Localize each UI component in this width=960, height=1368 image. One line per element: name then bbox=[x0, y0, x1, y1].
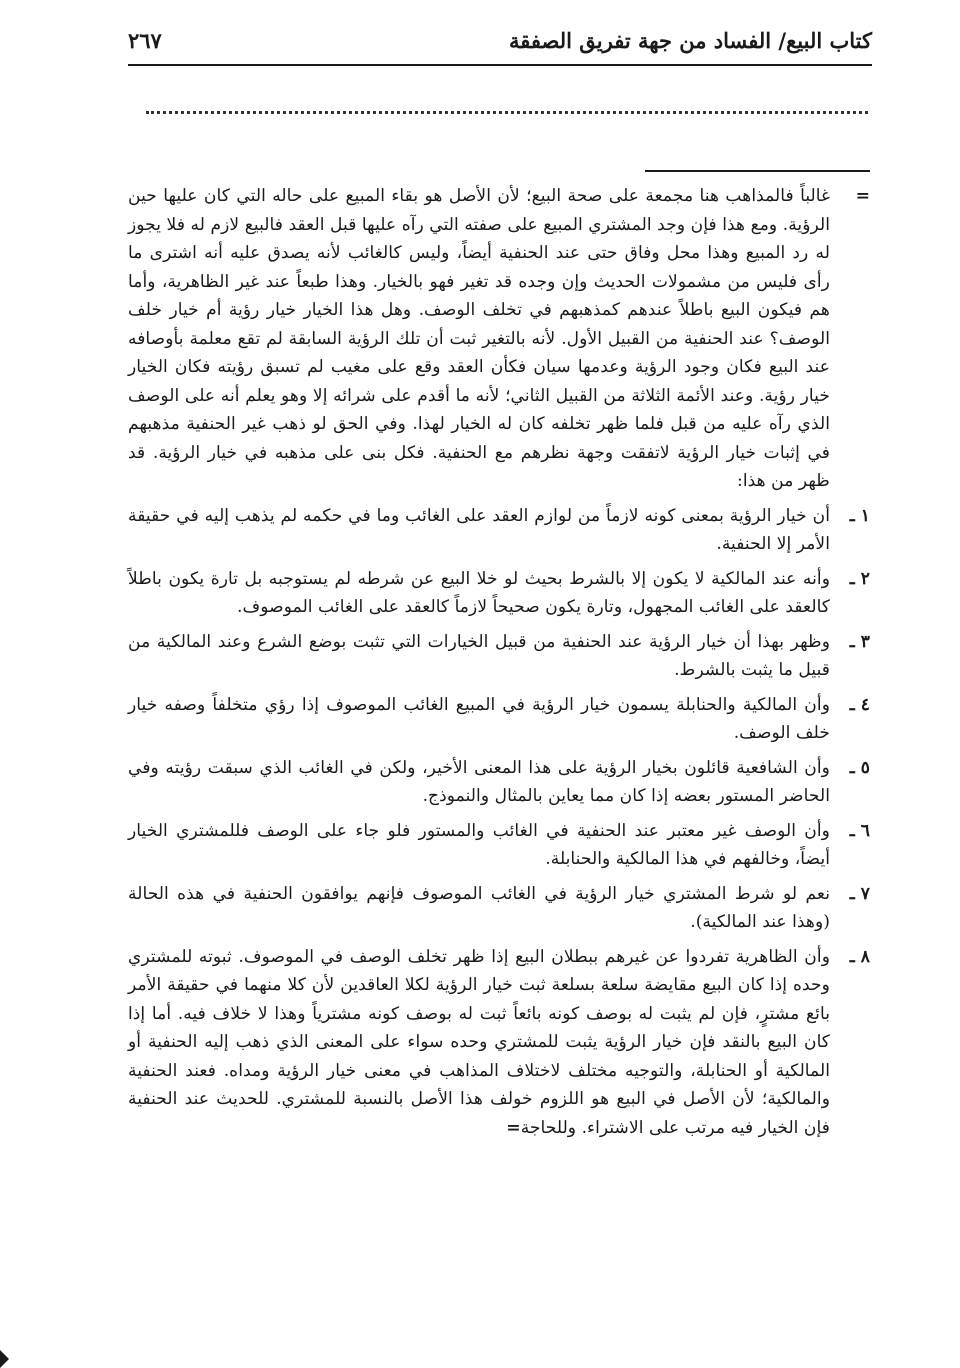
list-item bbox=[128, 502, 870, 559]
item-number: ٦ ـ bbox=[849, 820, 870, 841]
footnote-intro bbox=[128, 182, 870, 496]
item-number: ٨ ـ bbox=[849, 946, 870, 967]
item-number: ٣ ـ bbox=[849, 631, 870, 652]
page-corner-mark bbox=[0, 1350, 9, 1368]
dotted-separator bbox=[146, 111, 868, 114]
running-title: كتاب البيع/ الفساد من جهة تفريق الصفقة bbox=[509, 28, 872, 53]
item-text: وأن الشافعية قائلون بخيار الرؤية على هذا المعنى الأخير، ولكن في الغائب الذي سبقت رؤيته وفي الحاضر المستور بعضه إذا كان مما يعاين بالمثال والنموذج. bbox=[128, 757, 830, 806]
footnote-rule bbox=[645, 170, 870, 172]
continuation-marker: = bbox=[855, 186, 870, 206]
list-item bbox=[128, 565, 870, 622]
list-item bbox=[128, 817, 870, 874]
item-text: وأن الوصف غير معتبر عند الحنفية في الغائب والمستور فلو جاء على الوصف فللمشتري الخيار أيضاً، وخالفهم في هذا المالكية والحنابلة. bbox=[128, 820, 830, 869]
list-item bbox=[128, 943, 870, 1143]
item-number: ٥ ـ bbox=[849, 757, 870, 778]
item-text: نعم لو شرط المشتري خيار الرؤية في الغائب الموصوف فإنهم يوافقون الحنفية في هذه الحالة (وهذا عند المالكية). bbox=[128, 883, 830, 932]
list-item bbox=[128, 691, 870, 748]
item-number: ٧ ـ bbox=[849, 883, 870, 904]
item-number: ١ ـ bbox=[849, 505, 870, 526]
item-number: ٤ ـ bbox=[849, 694, 870, 715]
item-text: وظهر بهذا أن خيار الرؤية عند الحنفية من قبيل الخيارات التي تثبت بوضع الشرع وعند المالكية من قبيل ما يثبت بالشرط. bbox=[128, 631, 830, 680]
footnote-body bbox=[128, 182, 870, 1142]
item-text: وأنه عند المالكية لا يكون إلا بالشرط بحيث لو خلا البيع عن شرطه لم يستوجبه بل تارة يكون باطلاً كالعقد على الغائب المجهول، وتارة يكون صحيحاً لازماً كالعقد على الغائب الموصوف. bbox=[128, 568, 830, 617]
intro-text: غالباً فالمذاهب هنا مجمعة على صحة البيع؛ لأن الأصل هو بقاء المبيع على حاله التي كان عليها حين الرؤية. ومع هذا فإن وجد المشتري المبيع على صفته التي رآه عليها قبل العقد فالبيع لازم له فلا يجوز له رد المبيع وهذا محل وفاق حتى عند الحنفية أيضاً، وليس كالغائب لأنه يصدق عليه أنه اشترى ما رأى فليس من مشمولات الحديث وإن وجده قد تغير فهو بالخيار. وهذا طبعاً عند غير الظاهرية، وأما هم فيكون البيع باطلاً عندهم كمذهبهم في تخلف الوصف. وهل هذا الخيار خيار رؤية أم خيار خلف الوصف؟ عند الحنفية من القبيل الأول. لأنه بالتغير ثبت أن تلك الرؤية السابقة لم تقع معلمة بأوصافه عند البيع فكان وجود الرؤية وعدمها سيان فكأن العقد وقع على مغيب لم تسبق رؤيته فكان الخيار خيار رؤية. وعند الأئمة الثلاثة من القبيل الثاني؛ لأنه ما أقدم على شرائه إلا وهو يعلم أنه على الوصف الذي رآه عليه من قبل فلما ظهر تخلفه كان له الخيار لهذا. وفي الحق لو ذهب غير الحنفية مذهبهم في إثبات خيار الرؤية لاتفقت وجهة نظرهم مع الحنفية. فكل بنى على مذهبه في خيار الرؤية. قد ظهر من هذا: bbox=[128, 186, 830, 491]
item-number: ٢ ـ bbox=[849, 568, 870, 589]
item-text: وأن المالكية والحنابلة يسمون خيار الرؤية في المبيع الغائب الموصوف إذا رؤي متخلفاً وصفه خيار خلف الوصف. bbox=[128, 694, 830, 743]
list-item bbox=[128, 880, 870, 937]
list-item bbox=[128, 754, 870, 811]
page-number: ٢٦٧ bbox=[128, 28, 162, 53]
page-header bbox=[128, 28, 872, 66]
item-text: وأن الظاهرية تفردوا عن غيرهم ببطلان البيع إذا ظهر تخلف الوصف في الموصوف. ثبوته للمشتري وحده إذا كان البيع مقايضة سلعة بسلعة ثبت خيار الرؤية لكلا العاقدين لأن كلا منهما في حقيقة الأمر بائع مشترٍ، فإن لم يثبت له بوصف كونه بائعاً ثبت له بوصف كونه مشترياً وهذا لا خلاف فيه. أما إذا كان البيع بالنقد فإن خيار الرؤية يثبت للمشتري وحده سواء على المعنى الذي ذهب إليه الحنفية أو المالكية أو الحنابلة، والتوجيه مختلف لاختلاف المذاهب في معنى خيار الرؤية ومداه. فعند الحنفية والمالكية؛ لأن الأصل في البيع هو اللزوم خولف هذا الأصل بالنسبة للمشتري. للحديث عند الحنفية فإن الخيار فيه مرتب على الاشتراء. وللحاجة bbox=[128, 946, 830, 1138]
item-text: أن خيار الرؤية بمعنى كونه لازماً من لوازم العقد على الغائب وما في حكمه لم يذهب إليه في حقيقة الأمر إلا الحنفية. bbox=[128, 505, 830, 554]
list-item bbox=[128, 628, 870, 685]
header-rule bbox=[128, 64, 872, 66]
continuation-end-marker: = bbox=[506, 1117, 521, 1138]
